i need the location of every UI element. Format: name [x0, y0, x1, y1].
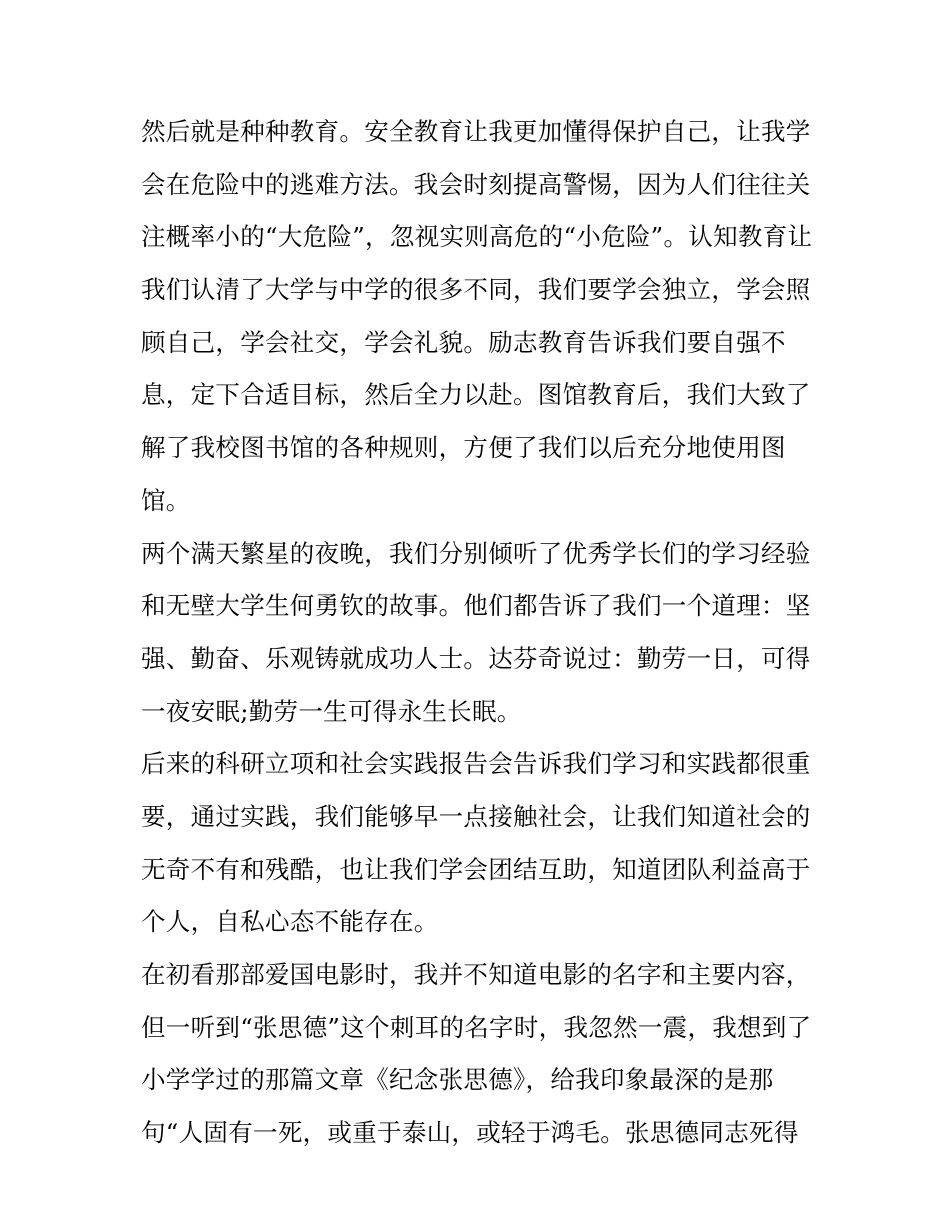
- text-line: 一夜安眠;勤劳一生可得永生长眠。: [141, 696, 522, 726]
- text-line: 在初看那部爱国电影时，我并不知道电影的名字和主要内容，: [141, 960, 811, 989]
- text-line: 馆。: [141, 485, 191, 515]
- text-line: 句“人固有一死，或重于泰山，或轻于鸿毛。张思德同志死得: [141, 1118, 799, 1148]
- text-line: 我们认清了大学与中学的很多不同，我们要学会独立，学会照: [141, 275, 811, 305]
- text-line: 强、勤奋、乐观铸就成功人士。达芬奇说过：勤劳一日，可得: [141, 643, 811, 673]
- text-line: 会在危险中的逃难方法。我会时刻提高警惕，因为人们往往关: [141, 169, 811, 199]
- text-line: 解了我校图书馆的各种规则，方便了我们以后充分地使用图: [141, 433, 786, 463]
- text-line: 无奇不有和残酷，也让我们学会团结互助，知道团队利益高于: [141, 854, 811, 884]
- text-line: 顾自己，学会社交，学会礼貌。励志教育告诉我们要自强不: [141, 327, 786, 357]
- text-line: 息，定下合适目标，然后全力以赴。图馆教育后，我们大致了: [141, 380, 811, 410]
- text-line: 和无壁大学生何勇钦的故事。他们都告诉了我们一个道理：坚: [141, 591, 811, 621]
- text-line: 注概率小的“大危险”，忽视实则高危的“小危险”。认知教育让: [141, 222, 813, 252]
- text-line: 个人，自私心态不能存在。: [141, 907, 439, 937]
- text-line: 后来的科研立项和社会实践报告会告诉我们学习和实践都很重: [141, 749, 811, 779]
- text-line: 两个满天繁星的夜晚，我们分别倾听了优秀学长们的学习经验: [141, 538, 811, 568]
- text-line: 但一听到“张思德”这个刺耳的名字时，我忽然一震，我想到了: [141, 1012, 812, 1042]
- text-line: 要，通过实践，我们能够早一点接触社会，让我们知道社会的: [141, 801, 811, 831]
- text-line: 然后就是种种教育。安全教育让我更加懂得保护自己，让我学: [141, 117, 811, 146]
- text-line: 小学学过的那篇文章《纪念张思德》，给我印象最深的是那: [141, 1065, 774, 1095]
- body-text: [141, 106, 821, 1160]
